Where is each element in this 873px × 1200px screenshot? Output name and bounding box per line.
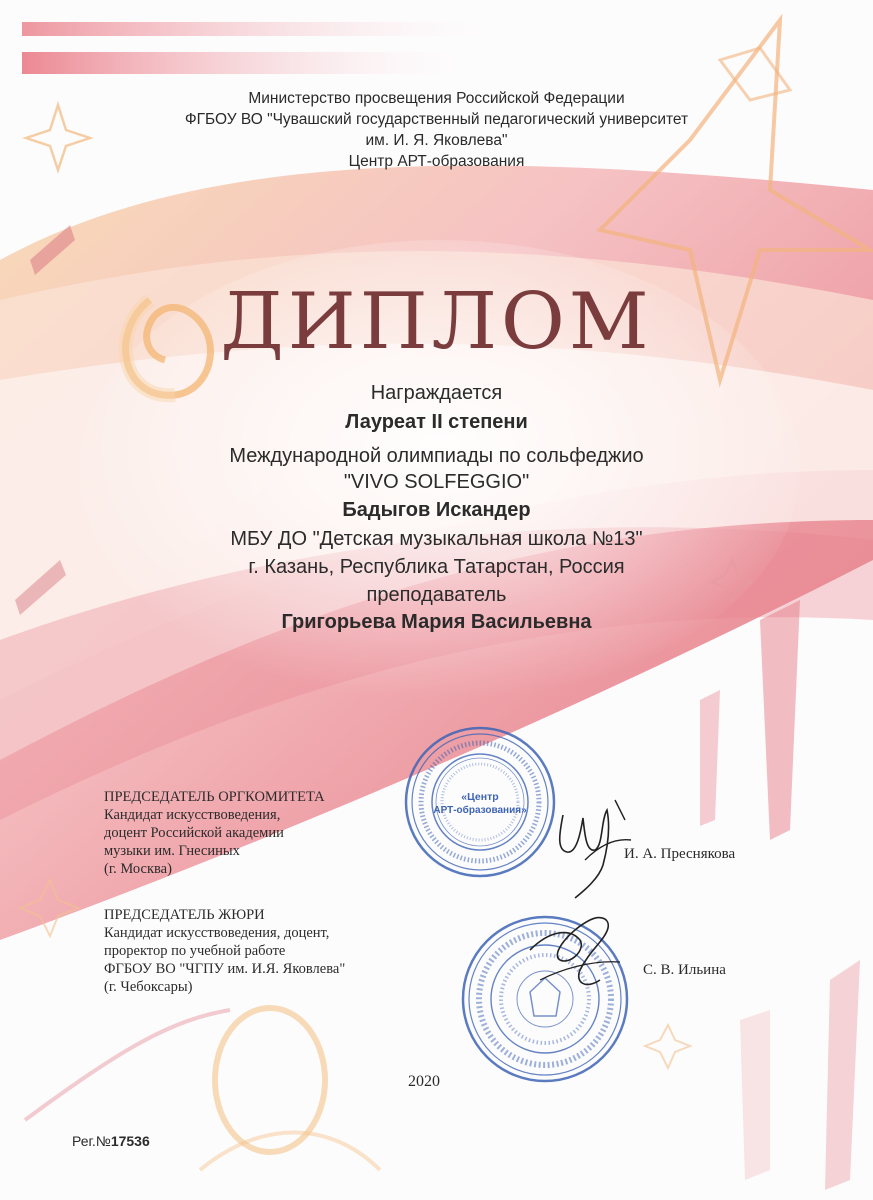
- school-location: г. Казань, Республика Татарстан, Россия: [248, 556, 625, 578]
- jury-line1: Кандидат искусствоведения, доцент,: [104, 925, 330, 941]
- event-description: Международной олимпиады по сольфеджио: [229, 445, 644, 467]
- registration-label: Рег.№: [72, 1133, 111, 1149]
- diploma-title: ДИПЛОМ: [220, 277, 653, 367]
- org-committee-line1: Кандидат искусствоведения,: [104, 807, 281, 823]
- jury-title: ПРЕДСЕДАТЕЛЬ ЖЮРИ: [104, 907, 265, 923]
- awarded-label: Награждается: [370, 382, 503, 404]
- ministry-line: Министерство просвещения Российской Федерации: [248, 90, 625, 107]
- stamp-center-line2: АРТ-образования»: [433, 805, 527, 816]
- award-place: Лауреат II степени: [345, 411, 528, 433]
- teacher-name: Григорьева Мария Васильевна: [281, 611, 592, 633]
- signature-icon: [520, 910, 630, 1000]
- jury-line4: (г. Чебоксары): [104, 979, 193, 995]
- jury-line2: проректор по учебной работе: [104, 943, 286, 959]
- jury-name: С. В. Ильина: [643, 962, 726, 978]
- org-committee-line3: музыки им. Гнесиных: [104, 843, 240, 859]
- university-line: ФГБОУ ВО "Чувашский государственный педагогический университет: [184, 111, 689, 128]
- event-name: "VIVO SOLFEGGIO": [343, 471, 530, 493]
- org-committee-block: [104, 788, 404, 878]
- teacher-label: преподаватель: [366, 584, 507, 606]
- signature-icon: [545, 790, 635, 900]
- school-name: МБУ ДО "Детская музыкальная школа №13": [230, 528, 643, 550]
- stamp-center-line1: «Центр: [461, 791, 499, 803]
- student-name: Бадыгов Искандер: [342, 499, 531, 521]
- center-name-line: Центр АРТ-образования: [348, 153, 525, 170]
- org-committee-name: И. А. Преснякова: [624, 846, 736, 862]
- org-committee-line2: доцент Российской академии: [104, 825, 284, 841]
- org-committee-line4: (г. Москва): [104, 861, 172, 877]
- diploma-year: 2020: [408, 1073, 440, 1090]
- org-committee-title: ПРЕДСЕДАТЕЛЬ ОРГКОМИТЕТА: [104, 789, 325, 805]
- jury-block: [104, 906, 404, 996]
- jury-line3: ФГБОУ ВО "ЧГПУ им. И.Я. Яковлева": [104, 961, 346, 977]
- stamp-icon: [400, 722, 560, 882]
- university-name-line: им. И. Я. Яковлева": [365, 132, 508, 149]
- registration-number: [72, 1133, 150, 1149]
- registration-value: 17536: [110, 1133, 150, 1149]
